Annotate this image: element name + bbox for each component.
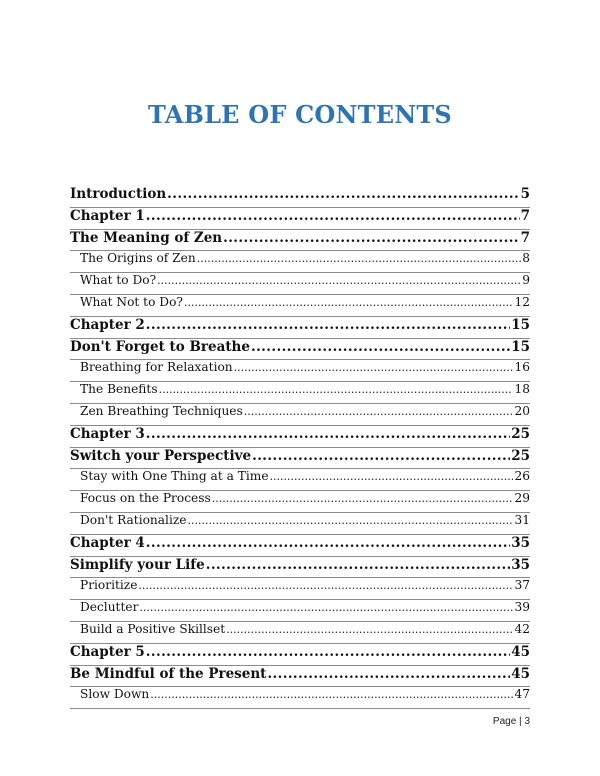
toc-dot-leader bbox=[187, 514, 513, 527]
toc-dot-leader bbox=[252, 448, 510, 464]
page-title: TABLE OF CONTENTS bbox=[148, 100, 452, 129]
toc-entry-page-number: 45 bbox=[511, 643, 530, 660]
toc-entry-subheading[interactable] bbox=[70, 251, 530, 273]
toc-entry-title: What to Do? bbox=[80, 273, 157, 288]
toc-entry-title: Chapter 3 bbox=[70, 425, 145, 442]
footer-label: Page bbox=[492, 716, 517, 727]
toc-entry-heading[interactable] bbox=[70, 208, 530, 230]
toc-dot-leader bbox=[270, 470, 514, 483]
toc-entry-subheading[interactable] bbox=[70, 687, 530, 709]
toc-dot-leader bbox=[197, 252, 522, 265]
toc-dot-leader bbox=[167, 186, 519, 202]
toc-entry-page-number: 35 bbox=[511, 556, 530, 573]
toc-entry-subheading[interactable] bbox=[70, 513, 530, 535]
toc-entry-heading[interactable] bbox=[70, 186, 530, 208]
toc-dot-leader bbox=[146, 644, 510, 660]
toc-entry-page-number: 47 bbox=[514, 687, 530, 702]
toc-entry-page-number: 5 bbox=[520, 186, 530, 202]
toc-entry-subheading[interactable] bbox=[70, 491, 530, 513]
toc-entry-heading[interactable] bbox=[70, 426, 530, 448]
toc-entry-page-number: 25 bbox=[511, 425, 530, 442]
toc-dot-leader bbox=[226, 623, 513, 636]
toc-dot-leader bbox=[267, 666, 510, 682]
page-footer bbox=[493, 716, 530, 727]
toc-entry-page-number: 35 bbox=[511, 534, 530, 551]
toc-entry-title: Focus on the Process bbox=[80, 491, 211, 506]
toc-entry-title: Be Mindful of the Present bbox=[70, 665, 267, 682]
toc-dot-leader bbox=[184, 296, 514, 309]
toc-entry-page-number: 8 bbox=[522, 251, 530, 266]
toc-entry-page-number: 42 bbox=[514, 621, 530, 636]
toc-entry-subheading[interactable] bbox=[70, 469, 530, 491]
toc-dot-leader bbox=[146, 535, 510, 551]
toc-dot-leader bbox=[146, 317, 510, 333]
toc-entry-page-number: 25 bbox=[511, 447, 530, 464]
toc-entry-title: Prioritize bbox=[80, 578, 138, 593]
toc-entry-title: Simplify your Life bbox=[70, 556, 205, 573]
toc-entry-title: Chapter 2 bbox=[70, 316, 145, 333]
toc-entry-subheading[interactable] bbox=[70, 273, 530, 295]
toc-entry-subheading[interactable] bbox=[70, 600, 530, 622]
toc-dot-leader bbox=[157, 274, 521, 287]
toc-entry-page-number: 37 bbox=[514, 578, 530, 593]
toc-entry-subheading[interactable] bbox=[70, 382, 530, 404]
toc-entry-heading[interactable] bbox=[70, 666, 530, 688]
toc-dot-leader bbox=[244, 405, 514, 418]
toc-entry-heading[interactable] bbox=[70, 448, 530, 470]
toc-dot-leader bbox=[138, 579, 513, 592]
toc-entry-subheading[interactable] bbox=[70, 578, 530, 600]
toc-entry-page-number: 45 bbox=[511, 665, 530, 682]
toc-entry-page-number: 15 bbox=[511, 316, 530, 333]
toc-entry-subheading[interactable] bbox=[70, 404, 530, 426]
toc-dot-leader bbox=[212, 492, 514, 505]
toc-dot-leader bbox=[150, 688, 513, 701]
toc-entry-title: Breathing for Relaxation bbox=[80, 360, 233, 375]
toc-entry-page-number: 16 bbox=[514, 360, 530, 375]
toc-dot-leader bbox=[251, 339, 510, 355]
toc-entry-page-number: 20 bbox=[514, 403, 530, 418]
toc-entry-subheading[interactable] bbox=[70, 295, 530, 317]
toc-entry-heading[interactable] bbox=[70, 644, 530, 666]
toc-entry-page-number: 7 bbox=[520, 229, 530, 246]
toc-entry-title: Zen Breathing Techniques bbox=[80, 403, 243, 418]
toc-entry-subheading[interactable] bbox=[70, 622, 530, 644]
toc-entry-title: Build a Positive Skillset bbox=[80, 621, 226, 636]
toc-entry-page-number: 26 bbox=[514, 469, 530, 484]
toc-entry-title: Stay with One Thing at a Time bbox=[80, 469, 269, 484]
toc-entry-page-number: 29 bbox=[514, 491, 530, 506]
toc-entry-title: Chapter 1 bbox=[70, 207, 145, 224]
toc-dot-leader bbox=[159, 383, 514, 396]
table-of-contents bbox=[70, 186, 530, 709]
toc-entry-title: The Origins of Zen bbox=[80, 251, 196, 266]
toc-entry-title: Introduction bbox=[70, 186, 167, 202]
toc-entry-title: Switch your Perspective bbox=[70, 447, 252, 464]
toc-entry-title: Chapter 5 bbox=[70, 643, 145, 660]
toc-dot-leader bbox=[139, 601, 513, 614]
toc-entry-page-number: 9 bbox=[522, 273, 530, 288]
toc-entry-heading[interactable] bbox=[70, 557, 530, 579]
toc-entry-heading[interactable] bbox=[70, 535, 530, 557]
toc-entry-page-number: 31 bbox=[514, 512, 530, 527]
toc-entry-page-number: 39 bbox=[514, 600, 530, 615]
toc-dot-leader bbox=[146, 426, 510, 442]
toc-entry-heading[interactable] bbox=[70, 230, 530, 252]
toc-entry-subheading[interactable] bbox=[70, 360, 530, 382]
toc-entry-title: Chapter 4 bbox=[70, 534, 145, 551]
toc-entry-heading[interactable] bbox=[70, 339, 530, 361]
toc-dot-leader bbox=[234, 361, 514, 374]
toc-entry-title: Slow Down bbox=[80, 687, 150, 702]
toc-dot-leader bbox=[223, 230, 519, 246]
footer-separator: | bbox=[519, 716, 522, 727]
toc-entry-page-number: 7 bbox=[520, 207, 530, 224]
toc-entry-heading[interactable] bbox=[70, 317, 530, 339]
toc-entry-title: Don't Forget to Breathe bbox=[70, 338, 250, 355]
toc-entry-title: Don't Rationalize bbox=[80, 512, 187, 527]
toc-entry-page-number: 18 bbox=[514, 382, 530, 397]
toc-entry-page-number: 12 bbox=[514, 294, 530, 309]
toc-entry-title: The Benefits bbox=[80, 382, 158, 397]
toc-entry-page-number: 15 bbox=[511, 338, 530, 355]
toc-entry-title: The Meaning of Zen bbox=[70, 229, 223, 246]
footer-page-number: 3 bbox=[524, 716, 530, 727]
toc-entry-title: What Not to Do? bbox=[80, 294, 183, 309]
toc-entry-title: Declutter bbox=[80, 600, 139, 615]
toc-dot-leader bbox=[206, 557, 510, 573]
toc-dot-leader bbox=[146, 208, 520, 224]
